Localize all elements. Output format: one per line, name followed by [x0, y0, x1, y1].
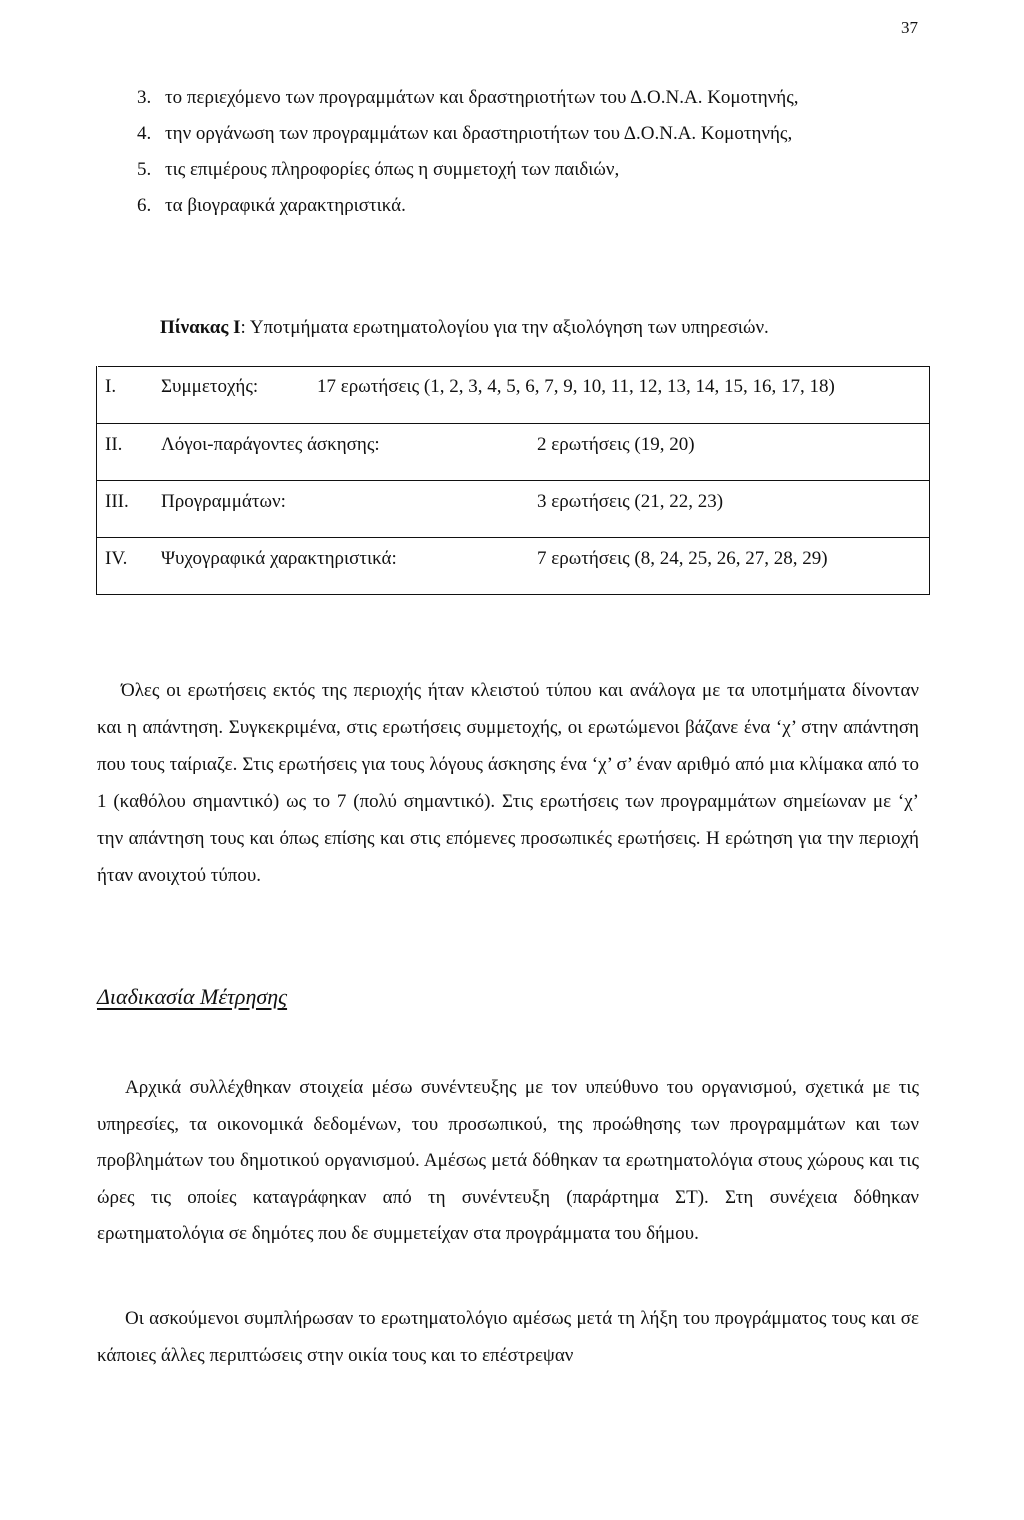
numbered-list: [137, 80, 937, 224]
table-cell-number: I.: [105, 376, 117, 397]
table-cell-label: Λόγοι-παράγοντες άσκησης:: [161, 434, 380, 455]
subsection-table: [96, 366, 930, 595]
list-item: [137, 188, 937, 224]
list-item: [137, 152, 937, 188]
page-number: 37: [901, 18, 918, 37]
list-item-number: 3.: [137, 87, 152, 108]
table-row: [97, 423, 929, 480]
list-item-text: τις επιμέρους πληροφορίες όπως η συμμετοχή των παιδιών,: [165, 159, 620, 180]
table-cell-label: Προγραμμάτων:: [161, 491, 286, 512]
table-row: [97, 366, 929, 423]
list-item-number: 4.: [137, 123, 152, 144]
table-cell-number: II.: [105, 434, 123, 455]
table-cell-label: Ψυχογραφικά χαρακτηριστικά:: [161, 548, 397, 569]
list-item-number: 6.: [137, 195, 152, 216]
table-cell-detail: 17 ερωτήσεις (1, 2, 3, 4, 5, 6, 7, 9, 10, 11, 12, 13, 14, 15, 16, 17, 18): [317, 376, 835, 397]
list-item: [137, 116, 937, 152]
table-cell-detail: 2 ερωτήσεις (19, 20): [537, 434, 695, 455]
list-item-text: το περιεχόμενο των προγραμμάτων και δραστηριοτήτων του Δ.Ο.Ν.Α. Κομοτηνής,: [165, 87, 799, 108]
section-heading: Διαδικασία Μέτρησης: [97, 984, 288, 1009]
list-item-text: τα βιογραφικά χαρακτηριστικά.: [165, 195, 406, 216]
table-row: [97, 480, 929, 537]
body-paragraph: Αρχικά συλλέχθηκαν στοιχεία μέσω συνέντευξης με τον υπεύθυνο του οργανισμού, σχετικά με τις υπηρεσίες, τα οικονομικά δεδομένων, του προσωπικού, της προώθησης των προγραμμάτων και των προβλημάτων του δημοτικού οργανισμού. Αμέσως μετά δόθηκαν τα ερωτηματολόγια στους χώρους και τις ώρες τις οποίες καταγράφηκαν από τη συνέντευξη (παράρτημα ΣΤ). Στη συνέχεια δόθηκαν ερωτηματολόγια σε δημότες που δε συμμετείχαν στα προγράμματα του δήμου.: [97, 1077, 919, 1244]
list-item-text: την οργάνωση των προγραμμάτων και δραστηριοτήτων του Δ.Ο.Ν.Α. Κομοτηνής,: [165, 123, 793, 144]
table-caption-text: : Υποτμήματα ερωτηματολογίου για την αξιολόγηση των υπηρεσιών.: [240, 317, 769, 338]
table-cell-number: III.: [105, 491, 129, 512]
table-cell-label: Συμμετοχής:: [161, 376, 259, 397]
table-caption-label: Πίνακας Ι: [160, 317, 241, 338]
body-paragraph: Οι ασκούμενοι συμπλήρωσαν το ερωτηματολόγιο αμέσως μετά τη λήξη του προγράμματος τους και σε κάποιες άλλες περιπτώσεις στην οικία τους και το επέστρεψαν: [97, 1308, 919, 1366]
list-item: [137, 80, 937, 116]
table-row: [97, 537, 929, 594]
table-cell-detail: 7 ερωτήσεις (8, 24, 25, 26, 27, 28, 29): [537, 548, 828, 569]
table-caption: [160, 317, 769, 339]
table-cell-detail: 3 ερωτήσεις (21, 22, 23): [537, 491, 724, 512]
body-paragraph: Όλες οι ερωτήσεις εκτός της περιοχής ήταν κλειστού τύπου και ανάλογα με τα υποτμήματα δίνονταν και η απάντηση. Συγκεκριμένα, στις ερωτήσεις συμμετοχής, οι ερωτώμενοι βάζανε ένα ‘χ’ στην απάντηση που τους ταίριαζε. Στις ερωτήσεις για τους λόγους άσκησης ένα ‘χ’ σ’ έναν αριθμό από μια κλίμακα από το 1 (καθόλου σημαντικό) ως το 7 (πολύ σημαντικό). Στις ερωτήσεις των προγραμμάτων σημείωναν με ‘χ’ την απάντηση τους και όπως επίσης και στις επόμενες προσωπικές ερωτήσεις. Η ερώτηση για την περιοχή ήταν ανοιχτού τύπου.: [97, 680, 919, 886]
table-cell-number: IV.: [105, 548, 128, 569]
list-item-number: 5.: [137, 159, 152, 180]
